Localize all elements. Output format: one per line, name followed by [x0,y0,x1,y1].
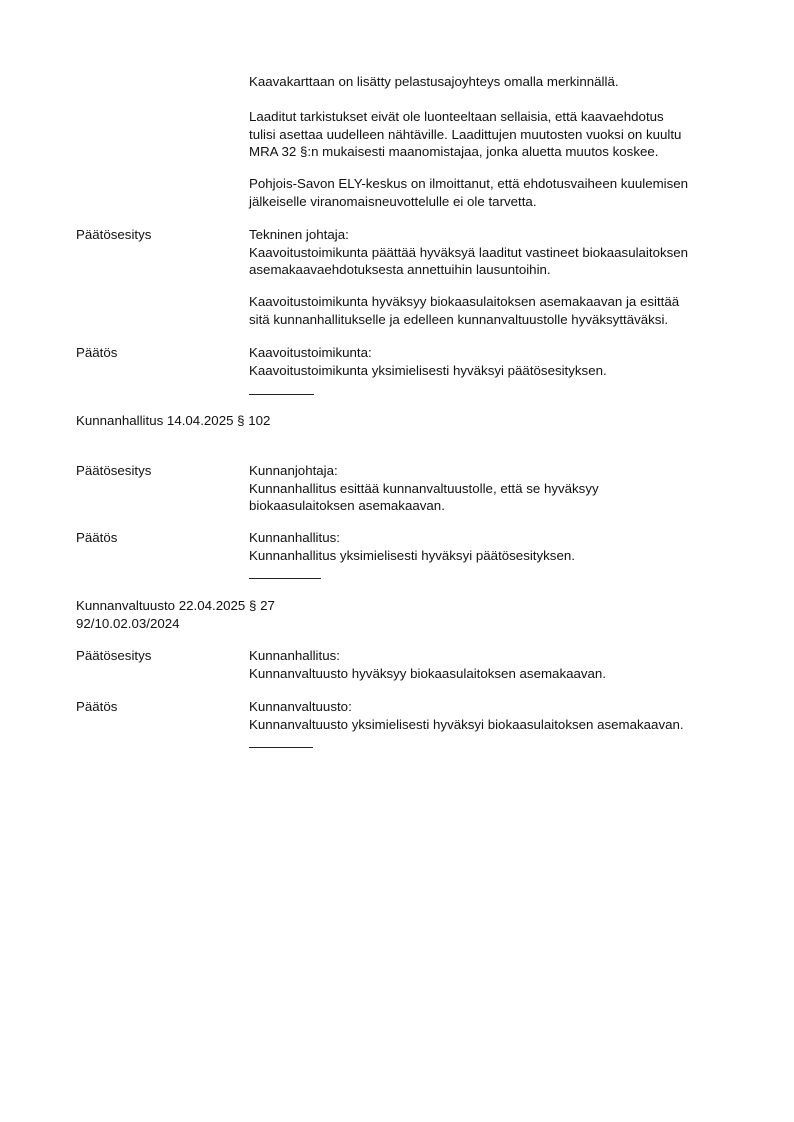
decision-text [249,529,575,564]
text-line: Kunnanhallitus: [249,648,340,663]
text-line: Kunnanvaltuusto: [249,699,352,714]
text-line: Kunnanhallitus esittää kunnanvaltuustolle, että se hyväksyy [249,480,599,496]
section-heading: Kunnanhallitus 14.04.2025 § 102 [76,413,271,428]
proposal-label: Päätösesitys [76,648,152,663]
section-heading-text: Kunnanvaltuusto 22.04.2025 § 27 [76,598,275,613]
proposal-label: Päätösesitys [76,227,152,242]
intro-paragraph-1 [249,73,619,91]
proposal-text [249,226,688,279]
decision-text [249,698,684,733]
text-line: tulisi asettaa uudelleen nähtäville. Laadittujen muutosten vuoksi on kuultu [249,126,682,142]
text-line: Tekninen johtaja: [249,227,349,242]
intro-paragraph-2 [249,108,681,161]
text-line: sitä kunnanhallitukselle ja edelleen kunnanvaltuustolle hyväksyttäväksi. [249,311,669,327]
decision-text [249,344,607,379]
text-line: Kunnanvaltuusto yksimielisesti hyväksyi biokaasulaitoksen asemakaavan. [249,716,684,732]
section-heading [76,597,275,632]
text-line: Kunnanhallitus: [249,530,340,545]
section-divider [249,394,314,395]
proposal-text [249,647,606,682]
section-divider [249,578,321,579]
text-line: Kaavoitustoimikunta yksimielisesti hyväksyi päätösesityksen. [249,362,607,378]
text-line: jälkeiselle viranomaisneuvottelulle ei ole tarvetta. [249,193,537,209]
decision-label: Päätös [76,530,118,545]
text-line: Kaavoitustoimikunta päättää hyväksyä laaditut vastineet biokaasulaitoksen [249,244,689,260]
text-line: biokaasulaitoksen asemakaavan. [249,498,445,513]
decision-label: Päätös [76,345,118,360]
text-line: Kaavoitustoimikunta hyväksyy biokaasulaitoksen asemakaavan ja esittää [249,294,680,309]
text-line: Pohjois-Savon ELY-keskus on ilmoittanut, että ehdotusvaiheen kuulemisen [249,176,689,191]
text-line: MRA 32 §:n mukaisesti maanomistajaa, jonka aluetta muutos koskee. [249,144,659,159]
text-line: Kunnanjohtaja: [249,463,338,478]
proposal-text [249,462,599,515]
text-line: Kunnanvaltuusto hyväksyy biokaasulaitoksen asemakaavan. [249,665,607,681]
text-line: asemakaavaehdotuksesta annettuihin lausuntoihin. [249,262,551,277]
text-line: Kunnanhallitus yksimielisesti hyväksyi päätösesityksen. [249,547,575,563]
text-line: Kaavoitustoimikunta: [249,345,372,360]
proposal-text-2 [249,293,679,328]
decision-label: Päätös [76,699,118,714]
text-line: Laaditut tarkistukset eivät ole luonteeltaan sellaisia, että kaavaehdotus [249,109,664,124]
proposal-label: Päätösesitys [76,463,152,478]
reference-number: 92/10.02.03/2024 [76,615,180,631]
intro-paragraph-3 [249,175,688,210]
section-divider [249,747,313,748]
text-line: Kaavakarttaan on lisätty pelastusajoyhteys omalla merkinnällä. [249,74,619,89]
